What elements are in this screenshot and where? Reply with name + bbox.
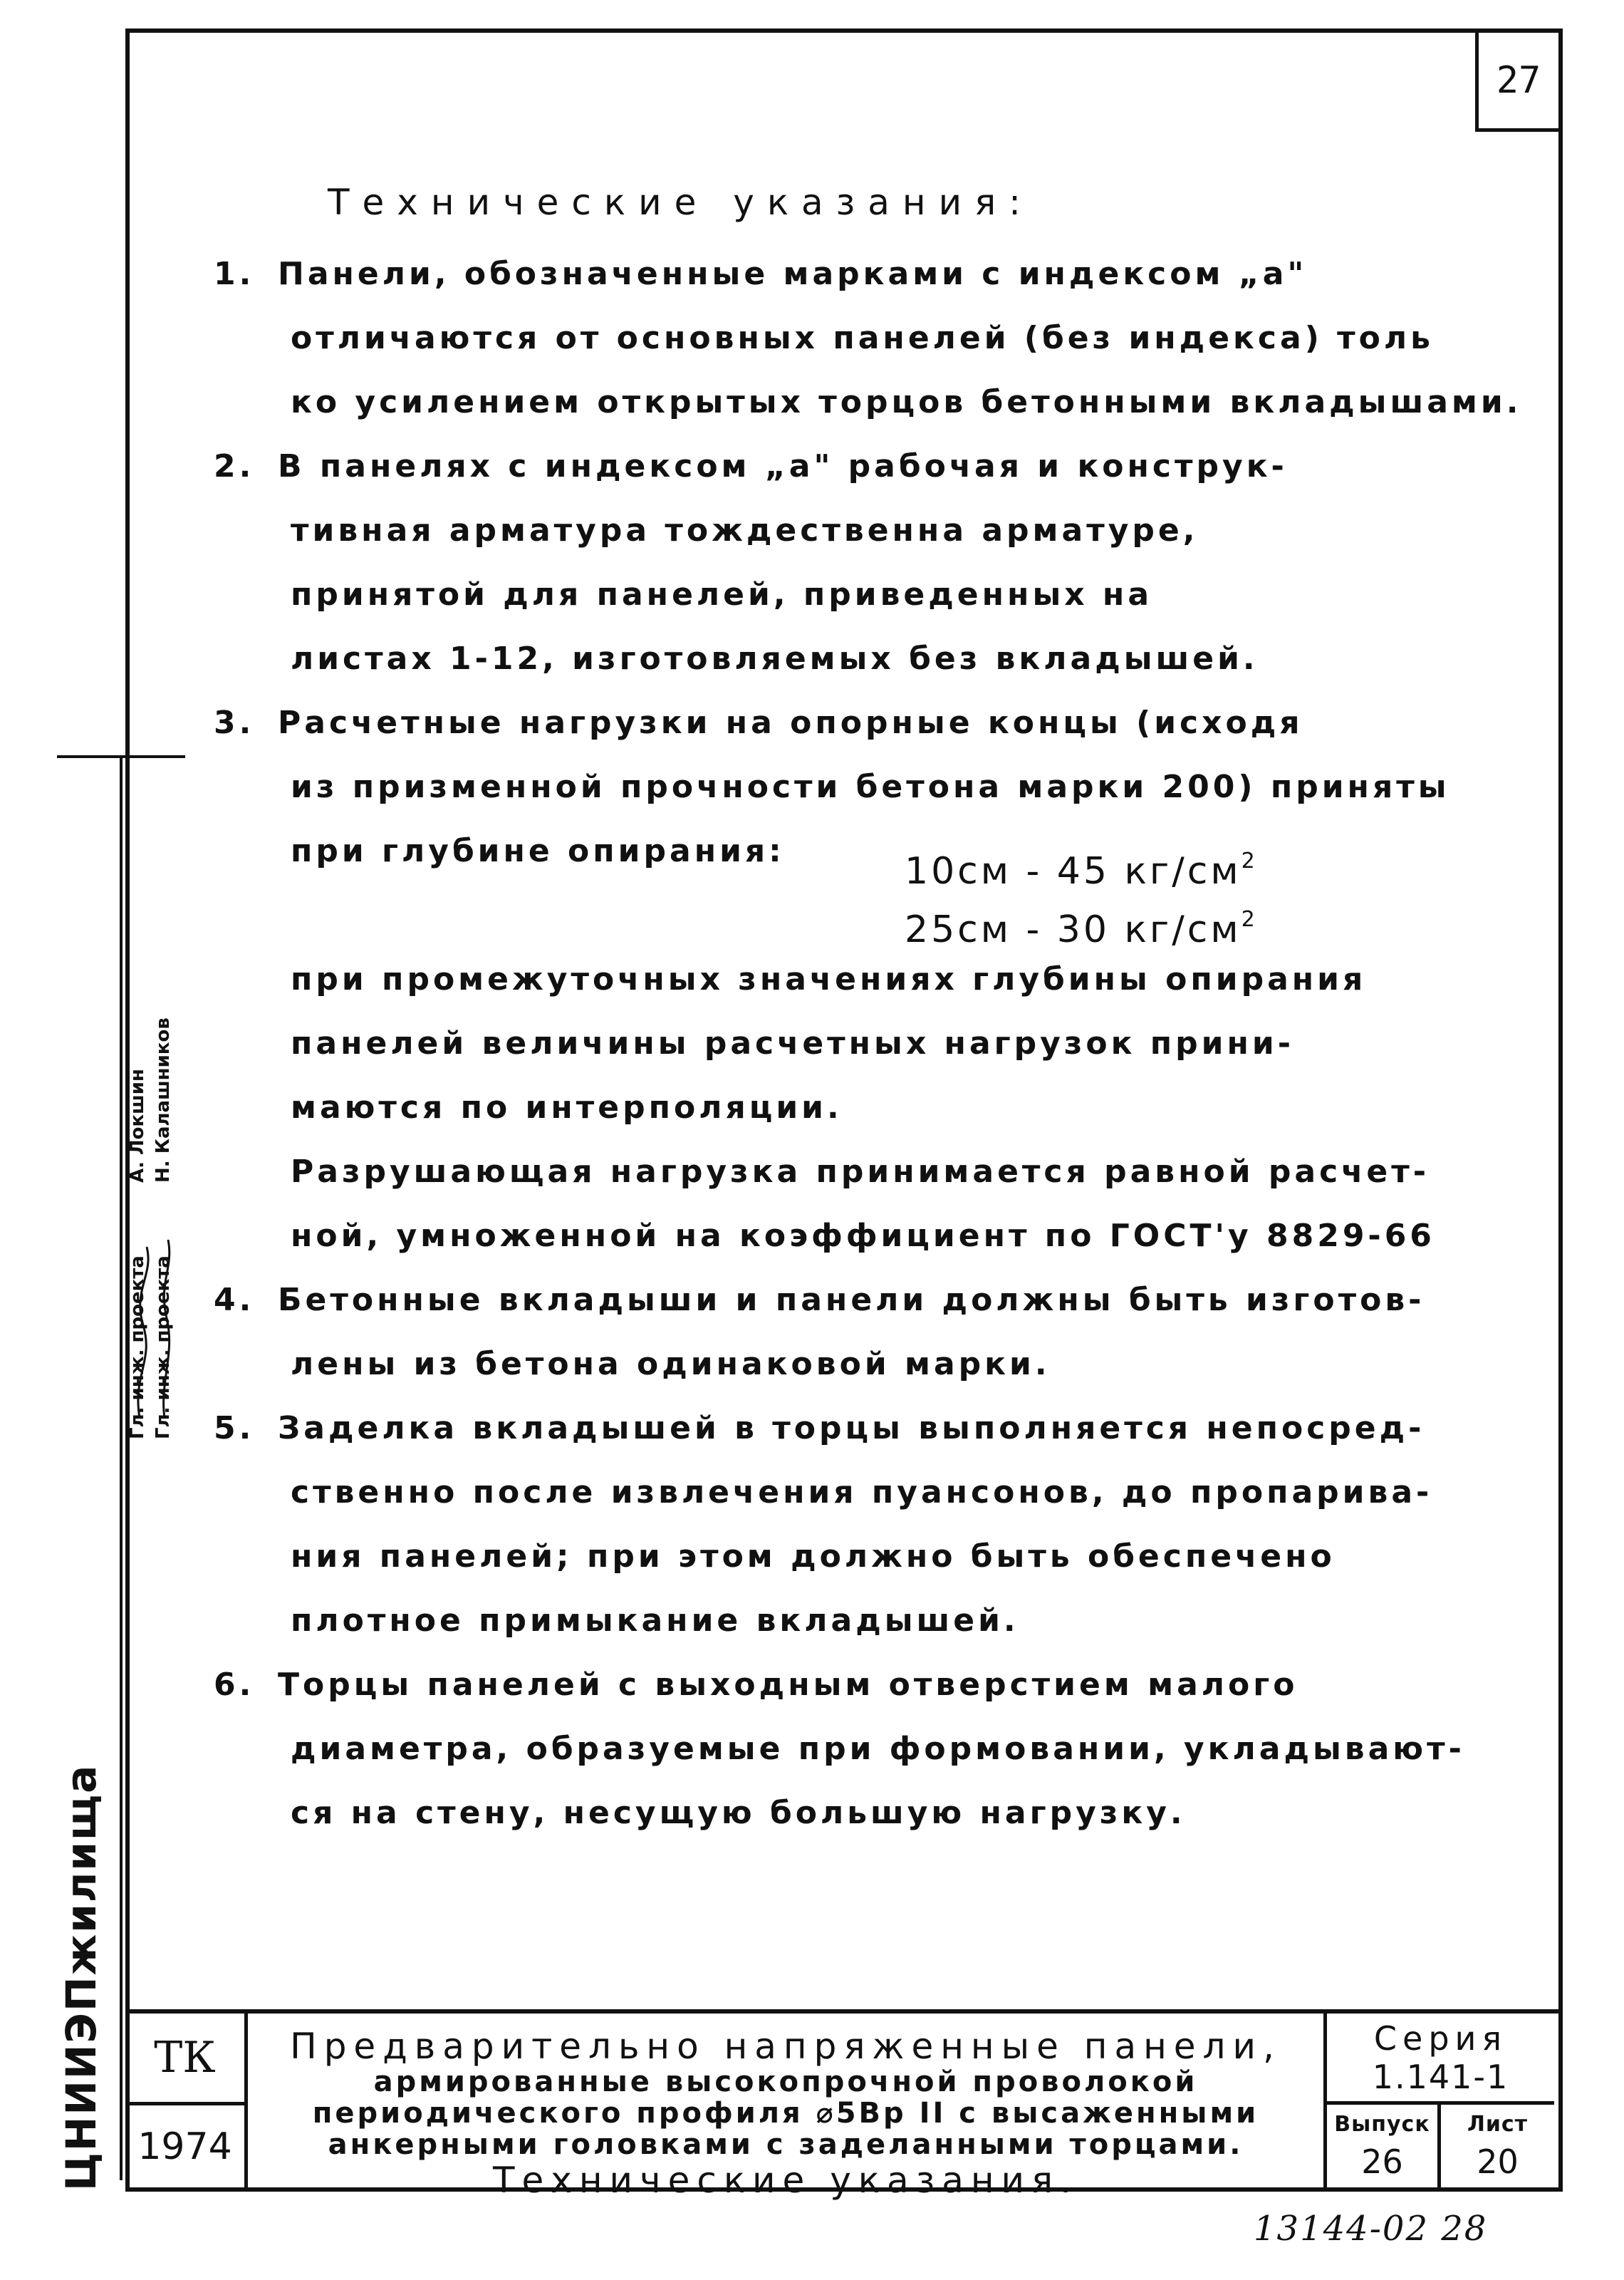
line-text: листах 1-12, изготовляемых без вкладышей. xyxy=(291,641,1259,677)
instruction-line xyxy=(214,1781,1489,1845)
item-number: 4. xyxy=(214,1282,255,1318)
line-text: В панелях с индексом „а" рабочая и конструк- xyxy=(278,448,1288,484)
line-text: ко усилением открытых торцов бетонными вкладышами. xyxy=(291,384,1522,420)
item-number: 1. xyxy=(214,256,255,292)
series-value: 1.141-1 xyxy=(1372,2058,1509,2096)
instruction-line xyxy=(214,1268,1489,1332)
line-text: принятой для панелей, приведенных на xyxy=(291,576,1153,613)
stamp-tick-line xyxy=(57,755,121,758)
line-text: Расчетные нагрузки на опорные концы (исходя xyxy=(278,705,1303,741)
title-block-year: 1974 xyxy=(137,2125,232,2168)
line-text: лены из бетона одинаковой марки. xyxy=(291,1346,1051,1382)
load-values xyxy=(905,837,1258,954)
stamp-role-2: Гл. инж. проекта xyxy=(152,1255,174,1439)
title-block-left-column xyxy=(125,2014,248,2192)
series-cell xyxy=(1327,2014,1554,2105)
load-row-2-text: 25см - 30 кг/см xyxy=(905,908,1242,951)
instruction-line xyxy=(214,1076,1489,1140)
instruction-line xyxy=(214,1653,1489,1717)
stamp-tick-line xyxy=(121,755,185,758)
load-row-1 xyxy=(905,837,1258,896)
line-text: при глубине опирания: xyxy=(291,833,785,869)
instruction-line xyxy=(214,1396,1489,1461)
line-text: ния панелей; при этом должно быть обеспечено xyxy=(291,1538,1336,1575)
line-text: панелей величины расчетных нагрузок прини- xyxy=(291,1025,1294,1062)
instruction-line xyxy=(214,242,1489,306)
line-text: диаметра, образуемые при формовании, укладывают- xyxy=(291,1731,1465,1767)
stamp-border-line xyxy=(120,755,123,2180)
stamp-role-1: Гл. инж. проекта xyxy=(127,1255,148,1439)
instruction-line xyxy=(214,1012,1489,1076)
instruction-line xyxy=(214,563,1489,627)
line-text: Бетонные вкладыши и панели должны быть изготов- xyxy=(278,1282,1425,1318)
item-number: 3. xyxy=(214,705,255,741)
line-text: плотное примыкание вкладышей. xyxy=(291,1602,1019,1639)
load-row-2 xyxy=(905,896,1258,954)
instruction-line xyxy=(214,1332,1489,1396)
issue-label: Выпуск xyxy=(1334,2112,1430,2137)
line-text: отличаются от основных панелей (без индекса) толь xyxy=(291,320,1434,356)
issue-value: 26 xyxy=(1361,2142,1403,2181)
line-text: ся на стену, несущую большую нагрузку. xyxy=(291,1795,1186,1831)
stamp-name-2: Н. Калашников xyxy=(152,1017,174,1183)
title-line-2: армированные высокопрочной проволокой xyxy=(373,2066,1198,2098)
item-number: 5. xyxy=(214,1410,255,1446)
line-text: Панели, обозначенные марками с индексом „а" xyxy=(278,256,1308,292)
instruction-line xyxy=(214,435,1489,499)
line-text: маются по интерполяции. xyxy=(291,1089,843,1126)
stamp-name-1: А. Локшин xyxy=(127,1069,148,1183)
series-label: Серия xyxy=(1373,2019,1508,2058)
line-text: Разрушающая нагрузка принимается равной расчет- xyxy=(291,1154,1430,1190)
title-block-right xyxy=(1327,2014,1554,2192)
item-number: 2. xyxy=(214,448,255,484)
instruction-line xyxy=(214,884,1489,948)
instructions-body xyxy=(214,242,1522,1845)
line-text: Заделка вкладышей в торцы выполняется непосред- xyxy=(278,1410,1425,1446)
sheet-label: Лист xyxy=(1467,2112,1529,2137)
instruction-line xyxy=(214,948,1489,1012)
signature-mark xyxy=(125,1233,182,1432)
title-line-5: Технические указания. xyxy=(492,2160,1079,2201)
line-text: Торцы панелей с выходным отверстием малого xyxy=(278,1667,1298,1703)
line-text: ной, умноженной на коэффициент по ГОСТ'у 8829-66 xyxy=(291,1218,1435,1254)
page-heading: Технические указания: xyxy=(328,182,1034,223)
load-row-1-text: 10см - 45 кг/см xyxy=(905,850,1242,893)
instruction-line xyxy=(214,1717,1489,1781)
archive-code: 13144-02 28 xyxy=(1254,2209,1488,2249)
load-row-1-exponent: 2 xyxy=(1241,849,1258,874)
instruction-line xyxy=(214,819,1489,884)
title-block-tk: ТК xyxy=(125,2014,244,2105)
line-text: тивная арматура тождественна арматуре, xyxy=(291,512,1199,549)
instruction-line xyxy=(214,1140,1489,1204)
line-text: ственно после извлечения пуансонов, до пропарива- xyxy=(291,1474,1433,1510)
instruction-line xyxy=(214,499,1489,563)
side-stamp xyxy=(57,1017,174,2194)
page-number: 27 xyxy=(1475,33,1558,132)
title-block xyxy=(125,2009,1563,2201)
instruction-line xyxy=(214,370,1522,435)
instruction-line xyxy=(214,1525,1489,1589)
instruction-line xyxy=(214,691,1489,755)
instruction-line xyxy=(214,755,1489,819)
item-number: 6. xyxy=(214,1667,255,1703)
instruction-line xyxy=(214,1204,1489,1268)
instruction-line xyxy=(214,627,1489,691)
load-row-2-exponent: 2 xyxy=(1241,907,1258,932)
title-line-4: анкерными головками с заделанными торцами. xyxy=(328,2128,1244,2161)
instruction-line xyxy=(214,1589,1489,1653)
title-line-3: периодического профиля ⌀5Вр II с высаженными xyxy=(312,2097,1259,2130)
line-text: при промежуточных значениях глубины опирания xyxy=(291,961,1367,998)
instruction-line xyxy=(214,306,1489,370)
issue-cell xyxy=(1327,2105,1441,2192)
title-block-title xyxy=(248,2014,1327,2201)
line-text: из призменной прочности бетона марки 200) приняты xyxy=(291,769,1450,805)
stamp-organization: ЦНИИЭПжилища xyxy=(57,1763,105,2191)
instruction-line xyxy=(214,1461,1489,1525)
sheet-value: 20 xyxy=(1477,2142,1519,2181)
sheet-cell xyxy=(1441,2105,1554,2192)
title-line-1: Предварительно напряженные панели, xyxy=(290,2026,1281,2067)
